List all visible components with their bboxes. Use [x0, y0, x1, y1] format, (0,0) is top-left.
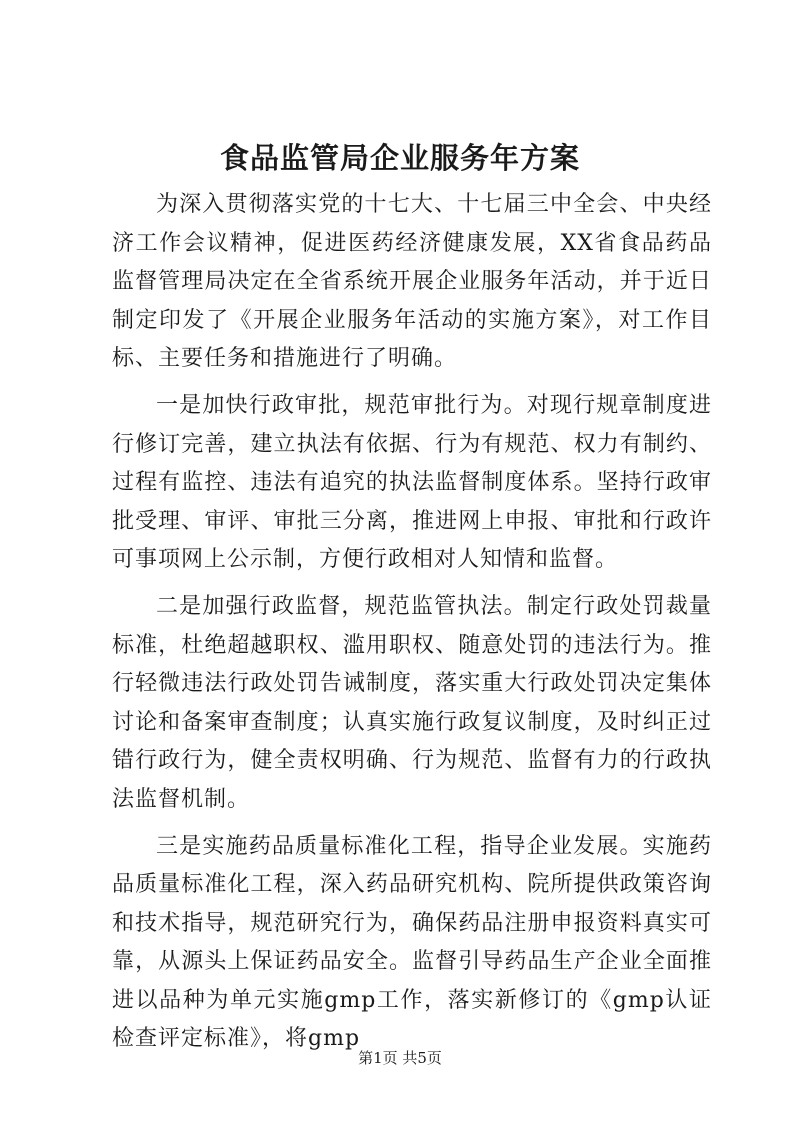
paragraph-intro: 为深入贯彻落实党的十七大、十七届三中全会、中央经济工作会议精神，促进医药经济健康发展，XX省食品药品监督管理局决定在全省系统开展企业服务年活动，并于近日制定印发了《开展企业服务年活动的实施方案》，对工作目标、主要任务和措施进行了明确。 [112, 192, 712, 372]
page-indicator: 第1页 共5页 [358, 1049, 442, 1067]
paragraph-administrative-approval: 一是加快行政审批，规范审批行为。对现行规章制度进行修订完善，建立执法有依据、行为有规范、权力有制约、过程有监控、违法有追究的执法监督制度体系。坚持行政审批受理、审评、审批三分离，推进网上申报、审批和行政许可事项网上公示制，方便行政相对人知情和监督。 [112, 392, 712, 573]
paragraph-administrative-supervision: 二是加强行政监督，规范监管执法。制定行政处罚裁量标准，杜绝超越职权、滥用职权、随意处罚的违法行为。推行轻微违法行政处罚告诫制度，落实重大行政处罚决定集体讨论和备案审查制度；认真实施行政复议制度，及时纠正过错行政行为，健全责权明确、行为规范、监督有力的行政执法监督机制。 [112, 593, 712, 812]
paragraph-quality-standardization: 三是实施药品质量标准化工程，指导企业发展。实施药品质量标准化工程，深入药品研究机构、院所提供政策咨询和技术指导，规范研究行为，确保药品注册申报资料真实可靠，从源头上保证药品安全。监督引导药品生产企业全面推进以品种为单元实施gmp工作，落实新修订的《gmp认证检查评定标准》，将gmp [112, 833, 712, 1052]
page-footer [0, 1047, 800, 1069]
document-title: 食品监管局企业服务年方案 [219, 141, 580, 175]
document-body [112, 186, 712, 1059]
